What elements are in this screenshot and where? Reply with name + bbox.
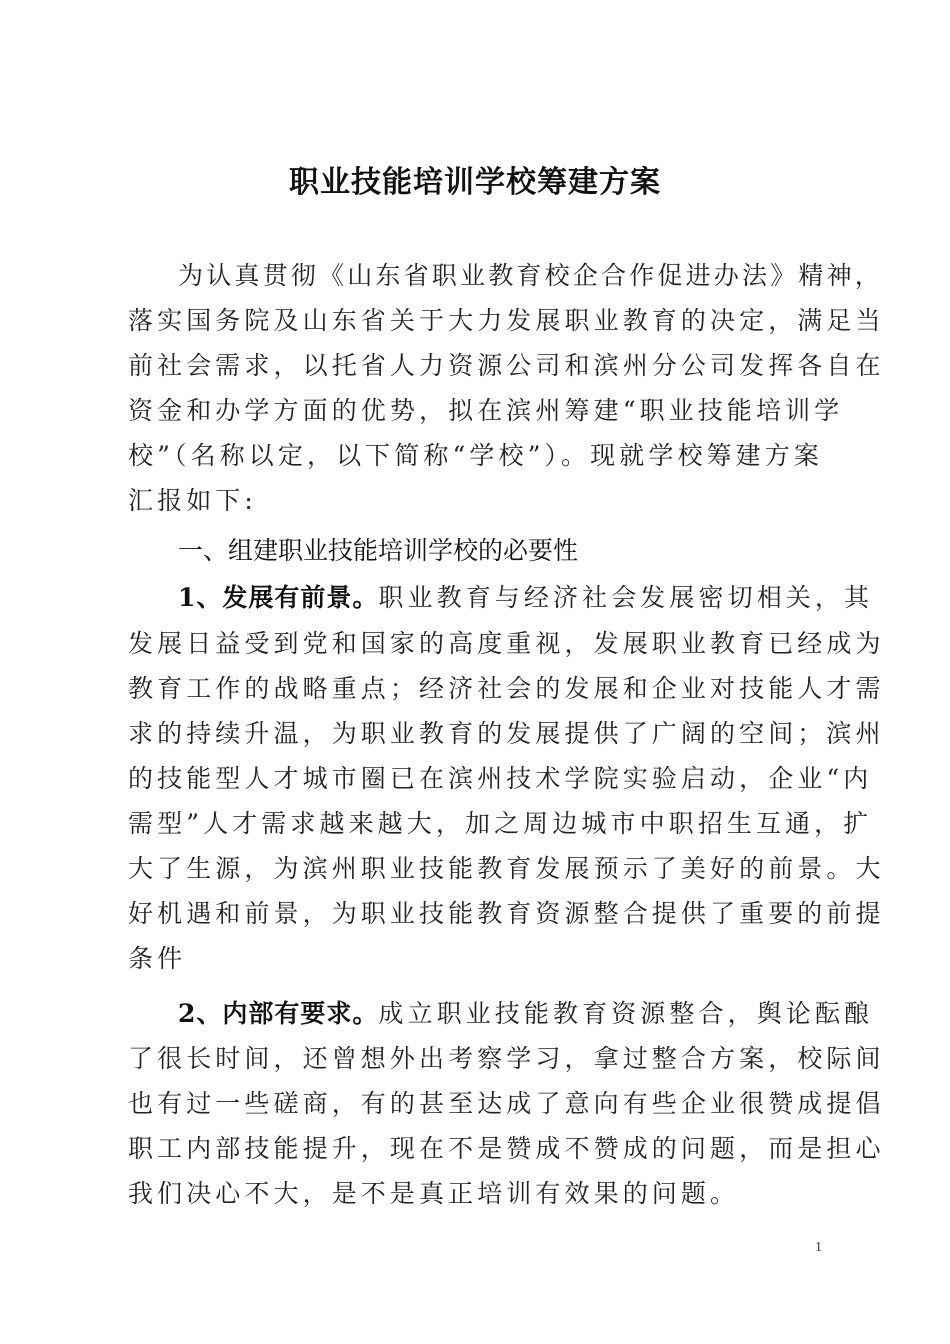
document-title: 职业技能培训学校筹建方案 — [289, 165, 661, 200]
intro-line-1: 为认真贯彻《山东省职业教育校企合作促进办法》精神， — [178, 261, 884, 290]
point-1-first-line-text: 职业教育与经济社会发展密切相关，其 — [378, 583, 874, 612]
point-2-first-line — [178, 996, 874, 1032]
point-2-line-3: 也有过一些磋商，有的甚至达成了意向有些企业很赞成提倡 — [128, 1089, 885, 1118]
point-2-first-line-text: 成立职业技能教育资源整合，舆论酝酿 — [378, 999, 874, 1028]
point-2-line-2: 了很长时间，还曾想外出考察学习，拿过整合方案，校际间 — [128, 1044, 885, 1073]
point-1-first-line — [178, 580, 874, 616]
section-heading-1: 一、组建职业技能培训学校的必要性 — [178, 536, 579, 565]
page-number: 1 — [815, 1240, 822, 1255]
intro-line-4: 资金和办学方面的优势，拟在滨州筹建“职业技能培训学 — [128, 396, 844, 425]
point-1-line-8: 好机遇和前景，为职业技能教育资源整合提供了重要的前提 — [128, 899, 885, 928]
intro-line-2: 落实国务院及山东省关于大力发展职业教育的决定，满足当 — [128, 306, 885, 335]
point-1-line-9: 条件 — [128, 944, 187, 973]
point-1-lead: 1、发展有前景。 — [178, 583, 379, 612]
intro-line-3: 前社会需求，以托省人力资源公司和滨州分公司发挥各自在 — [128, 351, 885, 380]
point-1-line-2: 发展日益受到党和国家的高度重视，发展职业教育已经成为 — [128, 629, 885, 658]
point-2-line-4: 职工内部技能提升，现在不是赞成不赞成的问题，而是担心 — [128, 1134, 885, 1163]
point-2-lead: 2、内部有要求。 — [178, 999, 379, 1028]
point-1-line-7: 大了生源，为滨州职业技能教育发展预示了美好的前景。大 — [128, 854, 885, 883]
point-1-line-4: 求的持续升温，为职业教育的发展提供了广阔的空间；滨州 — [128, 719, 885, 748]
point-1-line-6: 需型”人才需求越来越大，加之周边城市中职招生互通，扩 — [128, 809, 873, 838]
point-1-line-3: 教育工作的战略重点；经济社会的发展和企业对技能人才需 — [128, 674, 885, 703]
point-2-line-5: 我们决心不大，是不是真正培训有效果的问题。 — [128, 1179, 740, 1208]
intro-line-6: 汇报如下: — [128, 486, 257, 515]
point-1-line-5: 的技能型人才城市圈已在滨州技术学院实验启动，企业“内 — [128, 764, 873, 793]
intro-line-5: 校”（名称以定，以下简称“学校”）。现就学校筹建方案 — [128, 441, 823, 470]
